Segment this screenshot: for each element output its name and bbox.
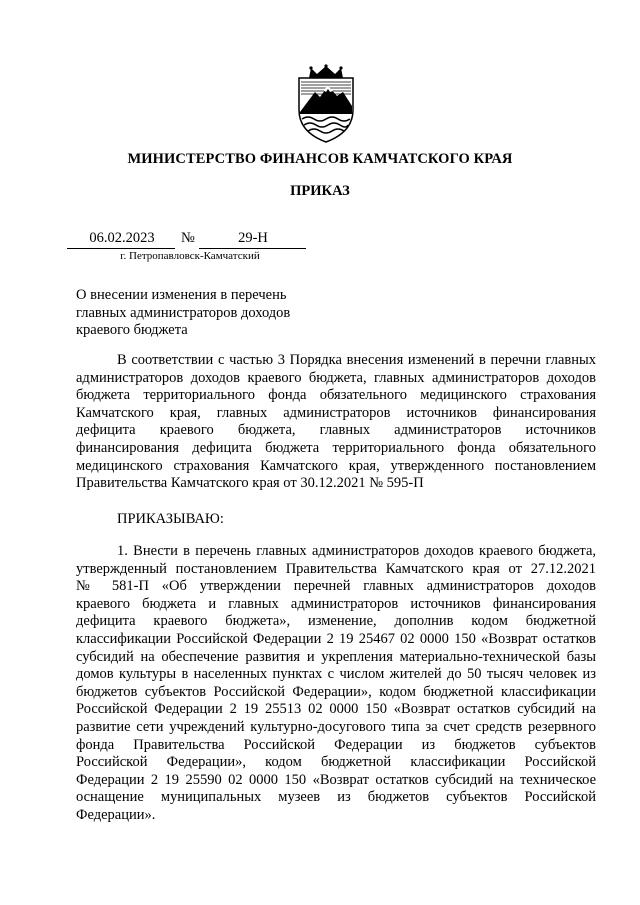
- text-line: медицинского страхования Камчатского края, утвержденного постановлением: [76, 457, 596, 474]
- text-line: классификации Российской Федерации 2 19 25467 02 0000 150 «Возврат остатков: [76, 630, 596, 647]
- text-line: Правительства Камчатского края от 30.12.2021 № 595-П: [76, 475, 424, 492]
- text-line: Камчатского края, главных администраторов источников финансирования: [76, 404, 596, 421]
- order-directive-word: ПРИКАЗЫВАЮ:: [117, 511, 224, 527]
- text-line: Федерации 2 19 25590 02 0000 150 «Возврат остатков субсидий на техническое: [76, 771, 596, 788]
- preamble-paragraph: [76, 352, 596, 493]
- text-line: Федерации».: [76, 806, 156, 823]
- text-line: В соответствии с частью 3 Порядка внесения изменений в перечни главных: [117, 352, 596, 368]
- city-label: г. Петропавловск-Камчатский: [120, 250, 260, 262]
- text-line: администраторов доходов краевого бюджета, главных администраторов доходов: [76, 369, 596, 386]
- text-line: субсидий на обеспечение развития и укрепления материально-технической базы: [76, 648, 596, 665]
- order-date: 06.02.2023: [89, 230, 155, 246]
- text-line: бюджета территориального фонда обязательного медицинского страхования: [76, 387, 596, 404]
- order-subject: [76, 287, 316, 340]
- coat-of-arms-icon: [293, 64, 359, 144]
- subject-line: главных администраторов доходов: [76, 304, 291, 321]
- text-line: № 581-П «Об утверждении перечней главных администраторов доходов: [76, 578, 596, 595]
- text-line: оснащение муниципальных музеев из бюджетов субъектов Российской: [76, 789, 596, 806]
- text-line: Российской Федерации 2 19 25513 02 0000 150 «Возврат остатков субсидий на: [76, 701, 596, 718]
- text-line: бюджетов субъектов Российской Федерации», кодом бюджетной классификации: [76, 683, 596, 700]
- text-line: развитие сети учреждений культурно-досугового типа за счет средств резервного: [76, 718, 596, 735]
- ministry-title: МИНИСТЕРСТВО ФИНАНСОВ КАМЧАТСКОГО КРАЯ: [127, 151, 513, 167]
- text-line: финансирования дефицита бюджета территориального фонда обязательного: [76, 439, 596, 456]
- number-sign: №: [181, 230, 195, 246]
- number-underline: [199, 248, 306, 249]
- text-line: утвержденный постановлением Правительства Камчатского края от 27.12.2021: [76, 560, 596, 577]
- text-line: дефицита краевого бюджета», изменение, дополнив кодом бюджетной: [76, 613, 596, 630]
- text-line: фонда Правительства Российской Федерации из бюджетов субъектов: [76, 736, 596, 753]
- date-underline: [67, 248, 175, 249]
- item-1-paragraph: [76, 543, 596, 825]
- text-line: 1. Внести в перечень главных администраторов доходов краевого бюджета,: [117, 543, 596, 559]
- text-line: домов культуры в населенных пунктах с числом жителей до 50 тысяч человек из: [76, 666, 596, 683]
- text-line: Российской Федерации», кодом бюджетной классификации Российской: [76, 754, 596, 771]
- document-type-title: ПРИКАЗ: [290, 183, 350, 199]
- text-line: дефицита краевого бюджета, главных администраторов источников: [76, 422, 596, 439]
- text-line: краевого бюджета и главных администраторов источников финансирования: [76, 595, 596, 612]
- subject-line: О внесении изменения в перечень: [76, 287, 287, 303]
- order-number: 29-Н: [238, 230, 268, 246]
- subject-line: краевого бюджета: [76, 322, 188, 338]
